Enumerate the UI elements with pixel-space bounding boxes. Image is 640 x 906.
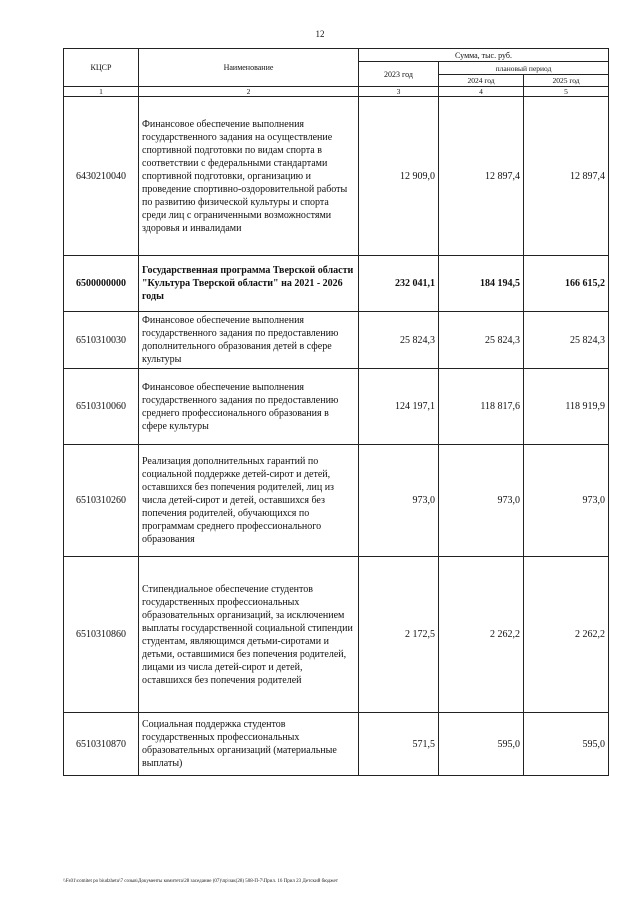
column-number: 3 <box>359 87 439 97</box>
row-value-2025: 2 262,2 <box>524 557 609 713</box>
header-planning-period: плановый период <box>439 62 609 75</box>
row-value-2025: 166 615,2 <box>524 256 609 312</box>
row-code: 6510310870 <box>64 713 139 776</box>
row-value-2025: 973,0 <box>524 445 609 557</box>
column-numbers-row <box>64 87 609 97</box>
row-value-2024: 25 824,3 <box>439 312 524 369</box>
row-code: 6500000000 <box>64 256 139 312</box>
header-year-2023: 2023 год <box>359 62 439 87</box>
row-value-2024: 184 194,5 <box>439 256 524 312</box>
row-name: Государственная программа Тверской области "Культура Тверской области" на 2021 - 2026 годы <box>139 256 359 312</box>
row-value-2025: 595,0 <box>524 713 609 776</box>
row-name: Стипендиальное обеспечение студентов государственных профессиональных образовательных организаций, за исключением выплаты государственной социальной стипендии студентам, являющимся детьми-сиротами и детьми, оставшимися без попечения родителей, лицами из числа детей-сирот и детей, оставшихся без попечения родителей <box>139 557 359 713</box>
header-year-2024: 2024 год <box>439 75 524 87</box>
header-sum: Сумма, тыс. руб. <box>359 49 609 62</box>
table-row <box>64 369 609 445</box>
row-value-2024: 595,0 <box>439 713 524 776</box>
header-code: КЦСР <box>64 49 139 87</box>
row-value-2023: 124 197,1 <box>359 369 439 445</box>
row-name: Финансовое обеспечение выполнения государственного задания на осуществление спортивной подготовки по видам спорта в соответствии с федеральными стандартами спортивной подготовки, организацию и проведение спортивно-оздоровительной работы по развитию физической культуры и спорта среди лиц с ограниченными возможностями здоровья и инвалидами <box>139 97 359 256</box>
row-value-2024: 2 262,2 <box>439 557 524 713</box>
budget-table <box>63 48 609 776</box>
row-value-2023: 571,5 <box>359 713 439 776</box>
row-code: 6510310030 <box>64 312 139 369</box>
row-value-2023: 12 909,0 <box>359 97 439 256</box>
row-name: Финансовое обеспечение выполнения государственного задания по предоставлению дополнительного образования детей в сфере культуры <box>139 312 359 369</box>
header-year-2025: 2025 год <box>524 75 609 87</box>
row-value-2023: 973,0 <box>359 445 439 557</box>
row-value-2024: 12 897,4 <box>439 97 524 256</box>
footer-file-path: \\Fs01\comitet po biudzhetu\7 созыв\Документы комитета\28 заседание (07)\пр\зак(28) 508-П-7\Прил. 16 Прил 23 Детский бюджет <box>63 879 338 884</box>
column-number: 2 <box>139 87 359 97</box>
table-row <box>64 97 609 256</box>
row-code: 6430210040 <box>64 97 139 256</box>
row-code: 6510310260 <box>64 445 139 557</box>
table-row <box>64 256 609 312</box>
page-number: 12 <box>315 29 325 39</box>
table-row <box>64 312 609 369</box>
column-number: 4 <box>439 87 524 97</box>
row-name: Реализация дополнительных гарантий по социальной поддержке детей-сирот и детей, оставшихся без попечения родителей, лиц из числа детей-сирот и детей, оставшихся без попечения родителей, обучающихся по программам среднего профессионального образования <box>139 445 359 557</box>
row-value-2025: 25 824,3 <box>524 312 609 369</box>
column-number: 5 <box>524 87 609 97</box>
row-code: 6510310860 <box>64 557 139 713</box>
row-value-2023: 2 172,5 <box>359 557 439 713</box>
row-value-2025: 118 919,9 <box>524 369 609 445</box>
column-number: 1 <box>64 87 139 97</box>
table-row <box>64 557 609 713</box>
row-value-2023: 232 041,1 <box>359 256 439 312</box>
row-value-2025: 12 897,4 <box>524 97 609 256</box>
header-name: Наименование <box>139 49 359 87</box>
row-name: Финансовое обеспечение выполнения государственного задания по предоставлению среднего профессионального образования в сфере культуры <box>139 369 359 445</box>
row-code: 6510310060 <box>64 369 139 445</box>
row-value-2024: 118 817,6 <box>439 369 524 445</box>
table-row <box>64 445 609 557</box>
row-value-2023: 25 824,3 <box>359 312 439 369</box>
row-value-2024: 973,0 <box>439 445 524 557</box>
row-name: Социальная поддержка студентов государственных профессиональных образовательных организаций (материальные выплаты) <box>139 713 359 776</box>
table-row <box>64 713 609 776</box>
